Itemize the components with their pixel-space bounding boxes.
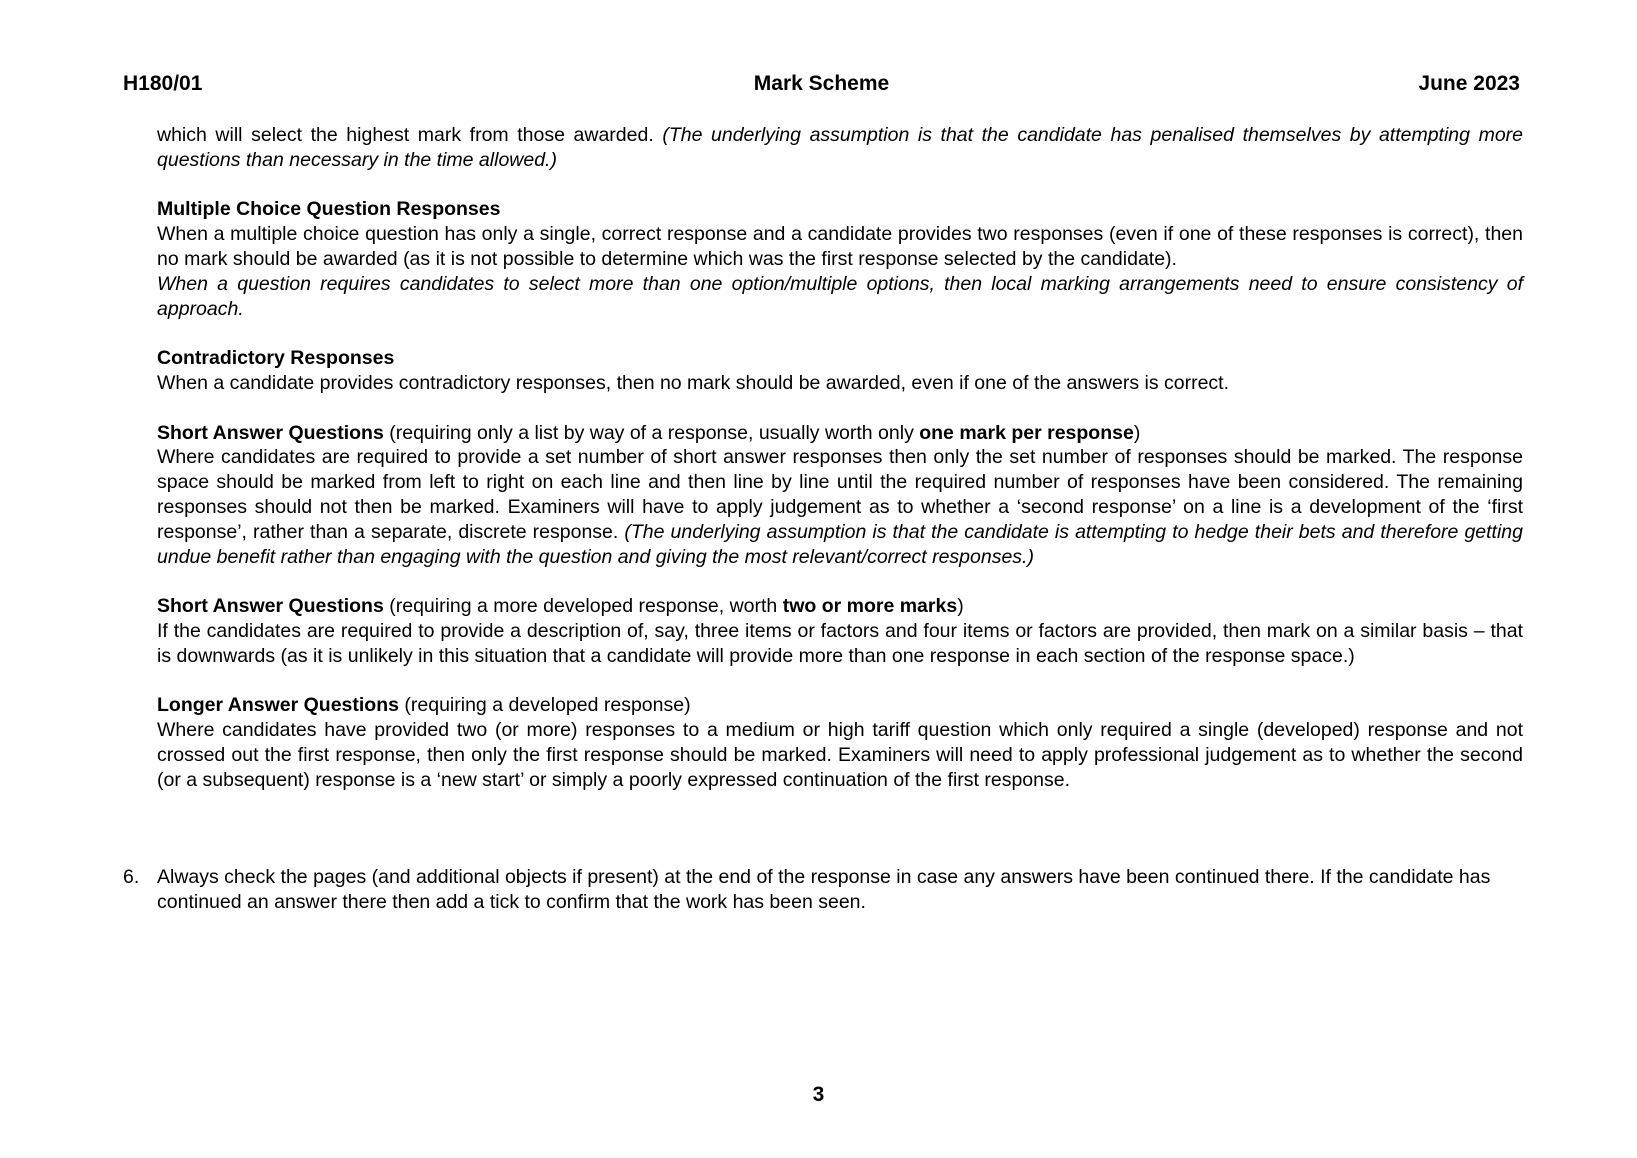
section-heading: Longer Answer Questions	[157, 694, 399, 717]
numbered-item-6	[123, 865, 1523, 915]
page-number: 3	[812, 1083, 825, 1106]
section-qualifier-end: )	[1133, 421, 1141, 444]
section-short-answer-developed	[157, 594, 1523, 668]
section-longer-answer	[157, 693, 1523, 792]
section-body: Where candidates have provided two (or more) responses to a medium or high tariff question which only required a single (developed) response and not crossed out the first response, then only the first response should be marked. Examiners will need to apply professional judgement as to whether the second (or a subsequent) response is a ‘new start’ or simply a poorly expressed continuation of the first response.	[157, 719, 1523, 791]
section-qualifier: (requiring only a list by way of a response, usually worth only	[383, 421, 920, 444]
section-italic-note: When a question requires candidates to select more than one option/multiple options, then local marking arrangements need to ensure consistency of approach.	[157, 272, 1523, 320]
section-body-text: Where candidates are required to provide a set number of short answer responses then only the set number of responses should be marked. The response space should be marked from left to right on each line and then line by line until the required number of responses have been considered. The remaining responses should not then be marked. Examiners will have to apply judgement as to whether a ‘second response’ on a line is a development of the ‘first response’, rather than a separate, discrete response.	[157, 446, 1523, 543]
section-qualifier-end: )	[957, 595, 964, 618]
section-multiple-choice	[157, 197, 1523, 321]
section-body: When a multiple choice question has only a single, correct response and a candidate provides two responses (even if one of these responses is correct), then no mark should be awarded (as it is not possible to determine which was the first response selected by the candidate).	[157, 223, 1523, 270]
section-heading-line	[157, 594, 1523, 619]
section-contradictory	[157, 346, 1523, 396]
section-body	[157, 445, 1523, 569]
section-heading: Short Answer Questions	[157, 421, 384, 444]
item-text: Always check the pages (and additional objects if present) at the end of the response in case any answers have been continued there. If the candidate has continued an answer there then add a tick to confirm that the work has been seen.	[157, 866, 1491, 913]
main-content	[157, 123, 1523, 817]
section-heading: Contradictory Responses	[157, 347, 395, 370]
section-short-answer-list	[157, 421, 1523, 570]
exam-date: June 2023	[1418, 72, 1520, 95]
paper-code: H180/01	[123, 72, 203, 95]
section-body: When a candidate provides contradictory responses, then no mark should be awarded, even if one of the answers is correct.	[157, 371, 1230, 394]
section-heading-line	[157, 693, 1523, 718]
section-heading: Short Answer Questions	[157, 595, 384, 618]
section-heading-line	[157, 421, 1523, 446]
item-number: 6.	[123, 866, 140, 888]
section-heading: Multiple Choice Question Responses	[157, 198, 501, 221]
page-header	[123, 72, 1520, 102]
section-body: If the candidates are required to provide a description of, say, three items or factors and four items or factors are provided, then mark on a similar basis – that is downwards (as it is unlikely in this situation that a candidate will provide more than one response in each section of the response space.)	[157, 619, 1523, 667]
document-title: Mark Scheme	[753, 72, 890, 95]
intro-italic-note: (The underlying assumption is that the candidate has penalised themselves by attempting more questions than necessary in the time allowed.)	[157, 124, 1524, 171]
section-qualifier-bold: two or more marks	[782, 595, 958, 618]
section-italic-note: (The underlying assumption is that the candidate is attempting to hedge their bets and therefore getting undue benefit rather than engaging with the question and giving the most relevant/correct responses.)	[157, 520, 1523, 568]
intro-text: which will select the highest mark from those awarded.	[157, 124, 663, 146]
section-qualifier: (requiring a developed response)	[398, 694, 691, 717]
section-qualifier: (requiring a more developed response, worth	[383, 595, 783, 618]
intro-paragraph	[157, 123, 1523, 173]
section-qualifier-bold: one mark per response	[919, 421, 1134, 444]
